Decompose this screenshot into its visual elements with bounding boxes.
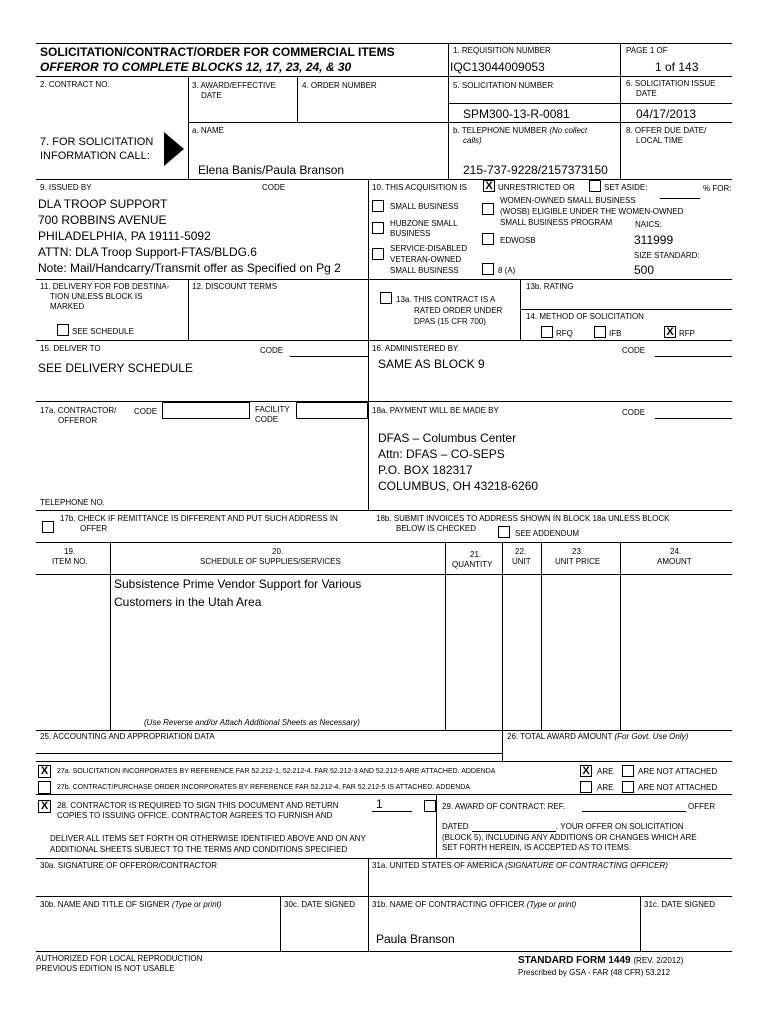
issuer-line-5: Note: Mail/Handcarry/Transmit offer as Specified on Pg 2 <box>38 261 341 275</box>
small-business-label: SMALL BUSINESS <box>390 202 459 211</box>
wosb-label: WOMEN-OWNED SMALL BUSINESS <box>500 196 636 205</box>
30c-label: 30c. DATE SIGNED <box>284 900 355 909</box>
info-call-label-2: INFORMATION CALL: <box>40 150 150 162</box>
sdvosb-label: SERVICE-DISABLED <box>390 244 468 253</box>
issuer-line-2: 700 ROBBINS AVENUE <box>38 213 167 227</box>
sdvosb-checkbox[interactable] <box>372 248 384 260</box>
29-offer-label: OFFER <box>688 802 716 811</box>
29-dated-label: DATED <box>442 822 469 831</box>
col-quantity: QUANTITY <box>452 560 493 569</box>
deliver-to-value: SEE DELIVERY SCHEDULE <box>38 361 193 375</box>
order-number-label: 4. ORDER NUMBER <box>302 81 377 90</box>
telephone-no-label: TELEPHONE NO. <box>40 498 105 507</box>
rated-order-label-2: RATED ORDER UNDER <box>414 306 503 315</box>
unrestricted-label: UNRESTRICTED OR <box>498 183 575 192</box>
issuer-line-3: PHILADELPHIA, PA 19111-5092 <box>38 229 211 243</box>
rfp-checkbox[interactable]: X <box>664 326 676 338</box>
28-label-4: ADDITIONAL SHEETS SUBJECT TO THE TERMS AND CONDITIONS SPECIFIED <box>50 845 348 854</box>
telephone-note: (No collect <box>549 126 588 135</box>
col-24-num: 24. <box>670 547 682 556</box>
naics-code: 311999 <box>634 233 674 247</box>
percent-for-label: % FOR: <box>703 184 732 193</box>
remittance-label-2: OFFER <box>80 524 108 533</box>
col-unit-price: UNIT PRICE <box>555 557 601 566</box>
col-item-no: ITEM NO. <box>52 557 88 566</box>
info-call-label: 7. FOR SOLICITATION <box>40 136 154 148</box>
29-label-3: (BLOCK 5), INCLUDING ANY ADDITIONS OR CHANGES WHICH ARE <box>442 833 697 842</box>
item-description-2: Customers in the Utah Area <box>114 595 262 609</box>
see-schedule-label: SEE SCHEDULE <box>72 327 134 336</box>
29-checkbox[interactable] <box>424 800 436 812</box>
hubzone-label-2: BUSINESS <box>390 229 431 238</box>
arrow-right-icon <box>164 132 184 166</box>
issued-by-label: 9. ISSUED BY <box>40 183 92 192</box>
previous-edition: PREVIOUS EDITION IS NOT USABLE <box>36 964 175 973</box>
27a-not-attached-checkbox[interactable] <box>622 765 634 777</box>
size-standard: 500 <box>634 263 655 277</box>
page-count: 1 of 143 <box>655 60 699 74</box>
remittance-label: 17b. CHECK IF REMITTANCE IS DIFFERENT AND PUT SUCH ADDRESS IN <box>60 514 338 523</box>
standard-form <box>518 955 683 967</box>
name-label: a. NAME <box>192 126 225 135</box>
administered-by-label: 16. ADMINISTERED BY <box>372 344 459 353</box>
solicitation-number-label: 5. SOLICITATION NUMBER <box>453 81 554 90</box>
28-label-1: 28. CONTRACTOR IS REQUIRED TO SIGN THIS DOCUMENT AND RETURN <box>57 801 339 810</box>
payment-code-label: CODE <box>622 408 646 417</box>
sdvosb-label-2: VETERAN-OWNED <box>390 255 462 264</box>
issue-date-label-2: DATE <box>636 89 657 98</box>
payment-line-1: DFAS – Columbus Center <box>378 431 517 445</box>
invoices-label-2: BELOW IS CHECKED <box>396 524 477 533</box>
total-award-note: (For Govt. Use Only) <box>614 732 689 741</box>
rating-label: 13b. RATING <box>526 282 574 291</box>
hubzone-checkbox[interactable] <box>372 222 384 234</box>
total-award-label <box>507 732 688 742</box>
27b-are-checkbox[interactable] <box>580 781 592 793</box>
28-checkbox[interactable]: X <box>38 800 51 813</box>
contractor-code-field[interactable] <box>162 402 250 419</box>
eight-a-label: 8 (A) <box>498 266 516 275</box>
administered-by-value: SAME AS BLOCK 9 <box>378 357 485 371</box>
27a-not-attached-label: ARE NOT ATTACHED <box>638 767 718 776</box>
30b-note: (Type or print) <box>171 900 222 909</box>
31b-label-text: 31b. NAME OF CONTRACTING OFFICER <box>372 900 525 909</box>
29-label-4: SET FORTH HEREIN, IS ACCEPTED AS TO ITEMS: <box>442 843 632 852</box>
30a-label: 30a. SIGNATURE OF OFFEROR/CONTRACTOR <box>40 861 218 870</box>
27a-label: 27a. SOLICITATION INCORPORATES BY REFERENCE FAR 52.212-1, 52.212-4. FAR 52.212-3 AND 52.212-5 ARE ATTACHED. ADDENDA <box>57 768 496 775</box>
offer-due-label-2: LOCAL TIME <box>636 136 684 145</box>
payment-line-2: Attn: DFAS – CO-SEPS <box>378 447 505 461</box>
remittance-checkbox[interactable] <box>42 521 54 533</box>
issuer-line-4: ATTN: DLA Troop Support-FTAS/BLDG.6 <box>38 245 257 259</box>
27a-checkbox[interactable]: X <box>38 765 51 778</box>
col-amount: AMOUNT <box>657 557 692 566</box>
award-date-label-2: DATE <box>201 91 222 100</box>
small-business-checkbox[interactable] <box>372 200 384 212</box>
additional-sheets-note: (Use Reverse and/or Attach Additional Sheets as Necessary) <box>144 718 360 727</box>
telephone-label <box>453 126 587 136</box>
31a-note: (SIGNATURE OF CONTRACTING OFFICER) <box>505 861 668 870</box>
requisition-number[interactable]: IQC13044009053 <box>450 60 545 74</box>
rfq-checkbox[interactable] <box>541 326 553 338</box>
27a-are-label: ARE <box>597 767 614 776</box>
eight-a-checkbox[interactable] <box>482 263 494 275</box>
rated-order-checkbox[interactable] <box>380 292 392 304</box>
acquisition-label: 10. THIS ACQUISITION IS <box>372 183 467 192</box>
size-standard-label: SIZE STANDARD: <box>634 251 700 260</box>
col-22-num: 22. <box>515 547 527 556</box>
naics-label: NAICS: <box>635 220 662 229</box>
payment-label: 18a. PAYMENT WILL BE MADE BY <box>372 406 499 415</box>
set-aside-checkbox[interactable] <box>589 180 601 192</box>
see-schedule-checkbox[interactable] <box>57 324 69 336</box>
facility-code-field[interactable] <box>296 402 368 419</box>
facility-code-label: FACILITY <box>255 405 290 414</box>
form-revision: (REV. 2/2012) <box>633 956 684 965</box>
issue-date[interactable]: 04/17/2013 <box>636 107 697 121</box>
rated-order-label-3: DPAS (15 CFR 700) <box>414 317 486 326</box>
accounting-label: 25. ACCOUNTING AND APPROPRIATION DATA <box>40 732 215 741</box>
edwosb-label: EDWOSB <box>500 236 536 245</box>
payment-line-4: COLUMBUS, OH 43218-6260 <box>378 479 539 493</box>
col-20-num: 20. <box>272 547 284 556</box>
sdvosb-label-3: SMALL BUSINESS <box>390 266 459 275</box>
local-reproduction: AUTHORIZED FOR LOCAL REPRODUCTION <box>36 954 203 963</box>
30b-label <box>40 900 222 910</box>
rfp-label: RFP <box>679 329 695 338</box>
31b-label <box>372 900 576 910</box>
contact-name[interactable]: Elena Banis/Paula Branson <box>198 163 345 177</box>
addendum-checkbox[interactable] <box>498 526 510 538</box>
col-schedule: SCHEDULE OF SUPPLIES/SERVICES <box>200 557 341 566</box>
set-aside-label: SET ASIDE: <box>604 183 648 192</box>
31c-label: 31c. DATE SIGNED <box>644 900 715 909</box>
29-label-2: . YOUR OFFER ON SOLICITATION <box>556 822 684 831</box>
col-21-num: 21. <box>470 550 482 559</box>
edwosb-checkbox[interactable] <box>482 233 494 245</box>
31a-label-text: 31a. UNITED STATES OF AMERICA <box>372 861 503 870</box>
form-subtitle: OFFEROR TO COMPLETE BLOCKS 12, 17, 23, 24, & 30 <box>40 60 352 74</box>
wosb-label-2: (WOSB) ELIGIBLE UNDER THE WOMEN-OWNED <box>500 207 684 216</box>
col-19-num: 19. <box>64 547 76 556</box>
31a-label <box>372 861 668 871</box>
27b-checkbox[interactable] <box>38 781 51 794</box>
wosb-label-3: SMALL BUSINESS PROGRAM <box>500 218 613 227</box>
rated-order-label: 13a. THIS CONTRACT IS A <box>396 295 496 304</box>
item-description-1: Subsistence Prime Vendor Support for Various <box>114 577 362 591</box>
28-label-3: DELIVER ALL ITEMS SET FORTH OR OTHERWISE IDENTIFIED ABOVE AND ON ANY <box>50 834 366 843</box>
wosb-checkbox[interactable] <box>482 203 494 215</box>
contracting-officer-name[interactable]: Paula Branson <box>376 932 455 946</box>
invoices-label: 18b. SUBMIT INVOICES TO ADDRESS SHOWN IN BLOCK 18a UNLESS BLOCK <box>376 514 670 523</box>
31b-note: (Type or print) <box>526 900 577 909</box>
fob-label-3: MARKED <box>50 302 85 311</box>
solicitation-number[interactable]: SPM300-13-R-0081 <box>463 107 570 121</box>
unrestricted-checkbox[interactable]: X <box>483 180 495 192</box>
issuer-line-1: DLA TROOP SUPPORT <box>38 197 168 211</box>
issue-date-label: 6. SOLICITATION ISSUE <box>626 79 716 88</box>
addendum-label: SEE ADDENDUM <box>515 529 580 538</box>
27b-not-attached-checkbox[interactable] <box>622 781 634 793</box>
standard-form-number: STANDARD FORM 1449 <box>518 955 631 966</box>
payment-line-3: P.O. BOX 182317 <box>378 463 473 477</box>
ifb-label: IFB <box>609 329 622 338</box>
27a-are-checkbox[interactable]: X <box>580 765 592 777</box>
award-date-label: 3. AWARD/EFFECTIVE <box>192 81 276 90</box>
contractor-label: 17a. CONTRACTOR/ <box>40 406 117 415</box>
28-label-2: COPIES TO ISSUING OFFICE. CONTRACTOR AGREES TO FURNISH AND <box>57 811 333 820</box>
administered-code-label: CODE <box>622 346 646 355</box>
27b-are-label: ARE <box>597 783 614 792</box>
copies-count[interactable]: 1 <box>376 797 383 811</box>
fob-label-2: TION UNLESS BLOCK IS <box>50 292 143 301</box>
contractor-code-label: CODE <box>134 407 158 416</box>
facility-code-label-2: CODE <box>255 415 279 424</box>
col-23-num: 23. <box>572 547 584 556</box>
form-title: SOLICITATION/CONTRACT/ORDER FOR COMMERCIAL ITEMS <box>40 45 395 59</box>
27b-not-attached-label: ARE NOT ATTACHED <box>638 783 718 792</box>
issued-by-code-label: CODE <box>262 183 286 192</box>
page-label: PAGE 1 OF <box>626 46 668 55</box>
fob-label: 11. DELIVERY FOR FOB DESTINA- <box>40 282 170 291</box>
30b-label-text: 30b. NAME AND TITLE OF SIGNER <box>40 900 170 909</box>
telephone-note-2: calls) <box>463 136 482 145</box>
offer-due-label: 8. OFFER DUE DATE/ <box>626 126 707 135</box>
prescribed-by: Prescribed by GSA - FAR (48 CFR) 53.212 <box>518 968 671 977</box>
col-unit: UNIT <box>512 557 531 566</box>
ifb-checkbox[interactable] <box>594 326 606 338</box>
hubzone-label: HUBZONE SMALL <box>390 219 458 228</box>
deliver-to-code-label: CODE <box>260 346 284 355</box>
telephone-label-text: b. TELEPHONE NUMBER <box>453 126 548 135</box>
requisition-label: 1. REQUISITION NUMBER <box>453 46 551 55</box>
contractor-label-2: OFFEROR <box>58 416 98 425</box>
method-label: 14. METHOD OF SOLICITATION <box>526 312 644 321</box>
29-label-1: 29. AWARD OF CONTRACT: REF. <box>442 802 565 811</box>
contract-no-label: 2. CONTRACT NO. <box>40 80 110 89</box>
deliver-to-label: 15. DELIVER TO <box>40 344 101 353</box>
discount-terms-label: 12. DISCOUNT TERMS <box>192 282 278 291</box>
total-award-label-text: 26. TOTAL AWARD AMOUNT <box>507 732 613 741</box>
rfq-label: RFQ <box>556 329 573 338</box>
27b-label: 27b. CONTRACT/PURCHASE ORDER INCORPORATES BY REFERENCE FAR 52.212-4. FAR 52.212-5 IS ATTACHED. ADDENDA <box>57 784 470 791</box>
telephone-number[interactable]: 215-737-9228/2157373150 <box>463 163 608 177</box>
